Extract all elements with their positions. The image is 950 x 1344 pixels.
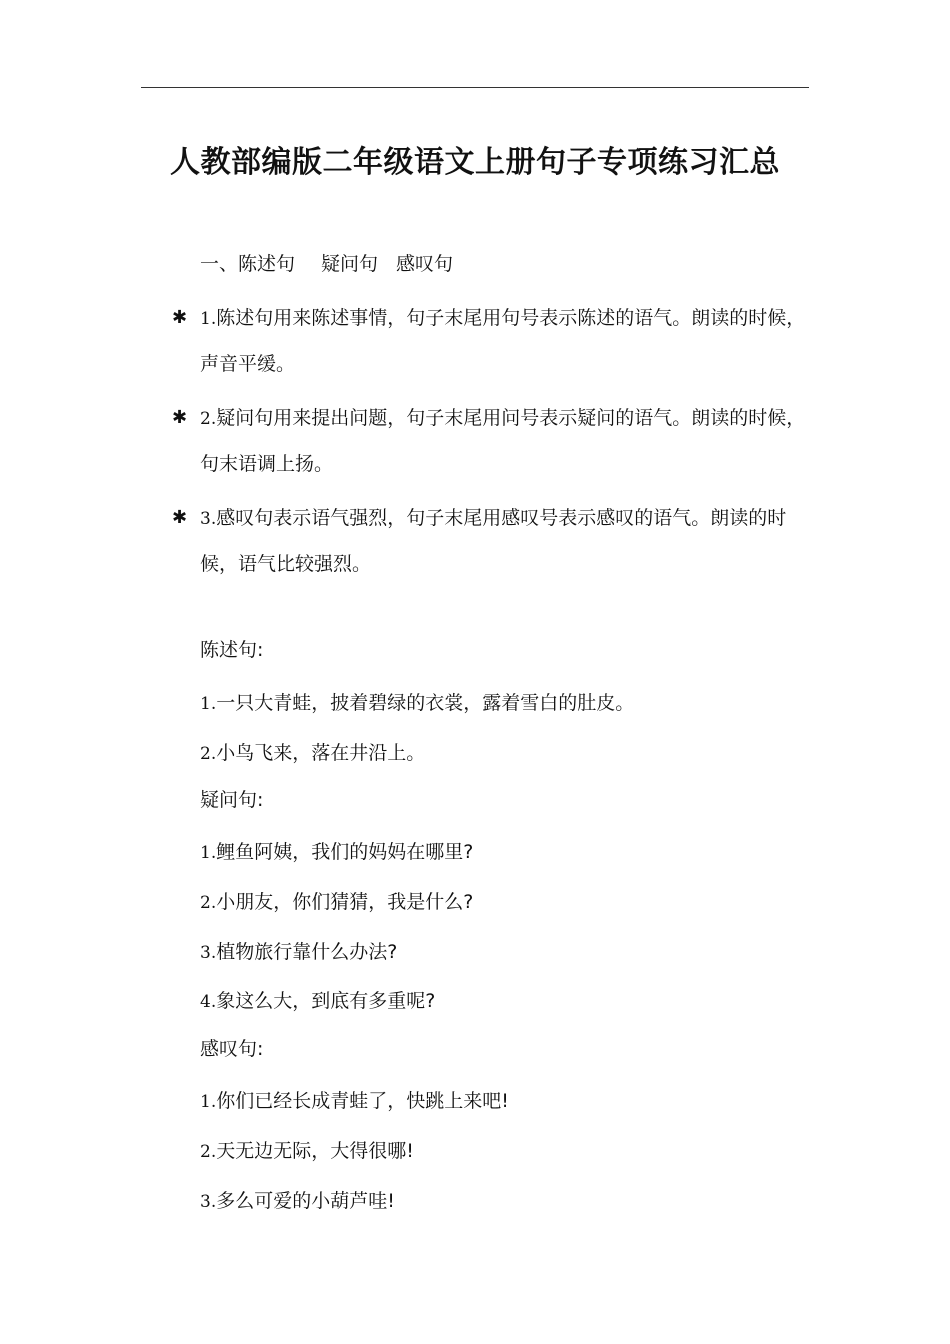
group-label: 疑问句:	[200, 789, 264, 811]
item-number: 3.	[200, 943, 217, 963]
definition-line	[200, 304, 805, 333]
definition-line	[200, 404, 805, 433]
item-number: 3.	[200, 1192, 217, 1212]
definition-continuation: 声音平缓。	[200, 353, 296, 375]
item-text: 一只大青蛙，披着碧绿的衣裳，露着雪白的肚皮。	[216, 692, 635, 714]
item-text: 多么可爱的小葫芦哇!	[216, 1190, 395, 1212]
asterisk-bullet-icon: ✱	[172, 307, 188, 328]
definition-text: 感叹句表示语气强烈，句子末尾用感叹号表示感叹的语气。朗读的时	[216, 507, 787, 529]
list-item	[200, 739, 425, 768]
definition-text: 疑问句用来提出问题，句子末尾用问号表示疑问的语气。朗读的时候，	[216, 407, 806, 429]
item-number: 2.	[200, 893, 217, 913]
section-heading-last: 感叹句	[396, 253, 454, 275]
item-text: 你们已经长成青蛙了，快跳上来吧!	[216, 1090, 509, 1112]
item-number: 2.	[200, 744, 217, 764]
definition-number: 3.	[200, 509, 217, 529]
item-text: 小朋友，你们猜猜，我是什么?	[216, 891, 474, 913]
group-label: 感叹句:	[200, 1038, 264, 1060]
list-item	[200, 1137, 414, 1166]
list-item	[200, 888, 473, 917]
item-number: 1.	[200, 694, 217, 714]
definition-continuation: 句末语调上扬。	[200, 453, 334, 475]
asterisk-bullet-icon: ✱	[172, 507, 188, 528]
list-item	[200, 938, 397, 967]
header-rule	[141, 87, 809, 88]
group-label: 陈述句:	[200, 639, 264, 661]
definition-text: 陈述句用来陈述事情，句子末尾用句号表示陈述的语气。朗读的时候，	[216, 307, 806, 329]
asterisk-bullet-icon: ✱	[172, 407, 188, 428]
item-number: 2.	[200, 1142, 217, 1162]
item-text: 鲤鱼阿姨，我们的妈妈在哪里?	[216, 841, 474, 863]
list-item	[200, 689, 634, 718]
item-number: 4.	[200, 992, 217, 1012]
definition-line	[200, 504, 786, 533]
definition-continuation: 候，语气比较强烈。	[200, 553, 372, 575]
item-number: 1.	[200, 1092, 217, 1112]
definition-number: 2.	[200, 409, 217, 429]
list-item	[200, 838, 473, 867]
item-number: 1.	[200, 843, 217, 863]
item-text: 小鸟飞来，落在井沿上。	[216, 742, 426, 764]
section-heading-prefix: 一、陈述句	[200, 253, 296, 275]
section-heading	[200, 250, 453, 278]
list-item	[200, 1087, 509, 1116]
item-text: 植物旅行靠什么办法?	[216, 941, 398, 963]
list-item	[200, 1187, 395, 1216]
section-heading-middle: 疑问句	[321, 253, 379, 275]
item-text: 天无边无际，大得很哪!	[216, 1140, 414, 1162]
document-title: 人教部编版二年级语文上册句子专项练习汇总	[170, 145, 780, 180]
definition-number: 1.	[200, 309, 217, 329]
list-item	[200, 987, 435, 1016]
item-text: 象这么大，到底有多重呢?	[216, 990, 436, 1012]
